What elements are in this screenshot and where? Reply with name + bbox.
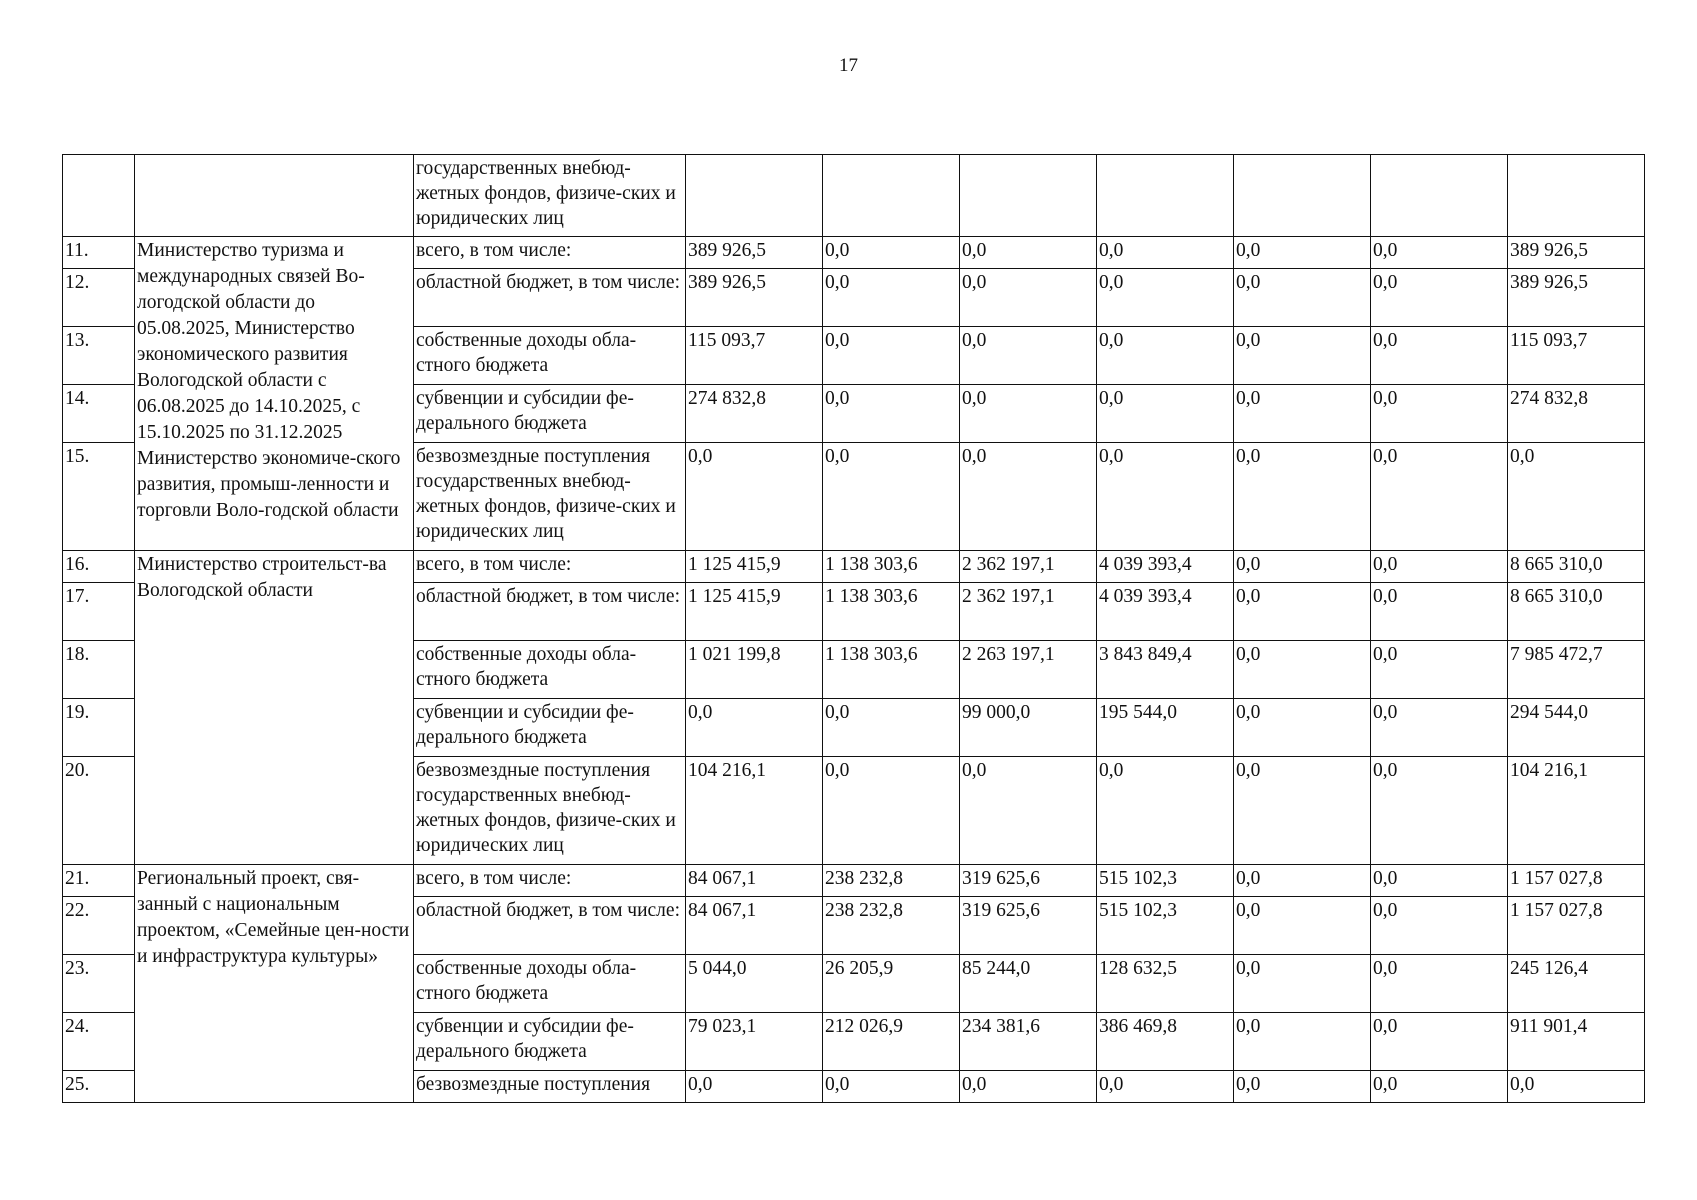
value-cell: 0,0 [1097, 385, 1234, 443]
table-row [63, 865, 1645, 897]
value-cell: 389 926,5 [1508, 237, 1645, 269]
value-cell: 212 026,9 [823, 1013, 960, 1071]
value-cell: 0,0 [823, 757, 960, 865]
source-cell: субвенции и субсидии фе-дерального бюджета [414, 385, 686, 443]
value-cell: 294 544,0 [1508, 699, 1645, 757]
value-cell: 0,0 [1234, 699, 1371, 757]
value-cell: 274 832,8 [1508, 385, 1645, 443]
source-cell: безвозмездные поступления государственных внебюд-жетных фондов, физиче-ских и юридических лиц [414, 757, 686, 865]
value-cell: 0,0 [1097, 1071, 1234, 1103]
value-cell: 104 216,1 [1508, 757, 1645, 865]
value-cell: 389 926,5 [686, 269, 823, 327]
source-cell: всего, в том числе: [414, 551, 686, 583]
value-cell: 0,0 [1371, 699, 1508, 757]
value-cell: 274 832,8 [686, 385, 823, 443]
value-cell [1371, 155, 1508, 237]
value-cell: 0,0 [1234, 551, 1371, 583]
row-number-cell: 14. [63, 385, 135, 443]
value-cell: 1 125 415,9 [686, 583, 823, 641]
value-cell: 0,0 [1234, 955, 1371, 1013]
table-row [63, 237, 1645, 269]
row-number-cell: 21. [63, 865, 135, 897]
value-cell: 0,0 [823, 443, 960, 551]
value-cell: 1 157 027,8 [1508, 897, 1645, 955]
value-cell: 389 926,5 [1508, 269, 1645, 327]
value-cell: 0,0 [1097, 327, 1234, 385]
value-cell: 0,0 [1234, 269, 1371, 327]
value-cell: 3 843 849,4 [1097, 641, 1234, 699]
value-cell: 0,0 [823, 327, 960, 385]
value-cell: 8 665 310,0 [1508, 583, 1645, 641]
source-cell: субвенции и субсидии фе-дерального бюджета [414, 699, 686, 757]
source-cell: собственные доходы обла-стного бюджета [414, 955, 686, 1013]
value-cell: 245 126,4 [1508, 955, 1645, 1013]
source-cell: собственные доходы обла-стного бюджета [414, 327, 686, 385]
value-cell [686, 155, 823, 237]
value-cell: 911 901,4 [1508, 1013, 1645, 1071]
value-cell: 0,0 [823, 1071, 960, 1103]
value-cell: 2 362 197,1 [960, 551, 1097, 583]
value-cell: 0,0 [1508, 443, 1645, 551]
source-cell: субвенции и субсидии фе-дерального бюджета [414, 1013, 686, 1071]
value-cell: 7 985 472,7 [1508, 641, 1645, 699]
value-cell: 5 044,0 [686, 955, 823, 1013]
value-cell: 195 544,0 [1097, 699, 1234, 757]
row-number-cell: 17. [63, 583, 135, 641]
value-cell: 0,0 [1371, 1013, 1508, 1071]
value-cell: 0,0 [1371, 443, 1508, 551]
value-cell: 515 102,3 [1097, 865, 1234, 897]
row-number-cell: 13. [63, 327, 135, 385]
value-cell: 0,0 [1371, 385, 1508, 443]
value-cell: 0,0 [1234, 865, 1371, 897]
row-number-cell: 22. [63, 897, 135, 955]
row-number-cell: 15. [63, 443, 135, 551]
value-cell: 0,0 [1234, 237, 1371, 269]
value-cell: 0,0 [1371, 237, 1508, 269]
row-number-cell: 23. [63, 955, 135, 1013]
value-cell: 0,0 [1234, 385, 1371, 443]
row-number-cell: 19. [63, 699, 135, 757]
value-cell: 0,0 [823, 699, 960, 757]
row-number-cell: 24. [63, 1013, 135, 1071]
row-number-cell: 12. [63, 269, 135, 327]
value-cell: 0,0 [1371, 551, 1508, 583]
value-cell: 1 021 199,8 [686, 641, 823, 699]
value-cell [1234, 155, 1371, 237]
org-cell: Региональный проект, свя-занный с национальным проектом, «Семейные цен-ности и инфраструктура культуры» [135, 865, 414, 1103]
org-cell: Министерство строительст-ва Вологодской области [135, 551, 414, 865]
value-cell: 0,0 [1371, 955, 1508, 1013]
value-cell: 115 093,7 [1508, 327, 1645, 385]
value-cell: 0,0 [686, 699, 823, 757]
value-cell: 238 232,8 [823, 865, 960, 897]
value-cell: 115 093,7 [686, 327, 823, 385]
value-cell: 0,0 [1371, 269, 1508, 327]
row-number-cell: 20. [63, 757, 135, 865]
row-number-cell: 18. [63, 641, 135, 699]
value-cell: 84 067,1 [686, 865, 823, 897]
table-row-carryover [63, 155, 1645, 237]
value-cell: 0,0 [1371, 865, 1508, 897]
value-cell: 389 926,5 [686, 237, 823, 269]
value-cell [1097, 155, 1234, 237]
org-cell [135, 155, 414, 237]
value-cell: 0,0 [1234, 897, 1371, 955]
value-cell: 0,0 [960, 237, 1097, 269]
value-cell: 0,0 [1097, 269, 1234, 327]
value-cell: 0,0 [1234, 641, 1371, 699]
value-cell: 0,0 [960, 385, 1097, 443]
value-cell: 0,0 [960, 269, 1097, 327]
source-cell: государственных внебюд-жетных фондов, физиче-ских и юридических лиц [414, 155, 686, 237]
value-cell: 0,0 [823, 385, 960, 443]
value-cell: 234 381,6 [960, 1013, 1097, 1071]
source-cell: всего, в том числе: [414, 237, 686, 269]
table-row [63, 551, 1645, 583]
source-cell: областной бюджет, в том числе: [414, 269, 686, 327]
value-cell: 319 625,6 [960, 865, 1097, 897]
value-cell: 79 023,1 [686, 1013, 823, 1071]
value-cell: 0,0 [1371, 641, 1508, 699]
value-cell: 0,0 [823, 237, 960, 269]
value-cell: 0,0 [823, 269, 960, 327]
source-cell: областной бюджет, в том числе: [414, 583, 686, 641]
value-cell: 0,0 [1234, 583, 1371, 641]
value-cell: 386 469,8 [1097, 1013, 1234, 1071]
value-cell: 2 362 197,1 [960, 583, 1097, 641]
value-cell: 0,0 [686, 443, 823, 551]
value-cell: 84 067,1 [686, 897, 823, 955]
value-cell: 128 632,5 [1097, 955, 1234, 1013]
value-cell: 0,0 [1234, 443, 1371, 551]
value-cell: 238 232,8 [823, 897, 960, 955]
budget-table [62, 154, 1645, 1103]
value-cell: 319 625,6 [960, 897, 1097, 955]
value-cell: 0,0 [686, 1071, 823, 1103]
value-cell: 4 039 393,4 [1097, 551, 1234, 583]
value-cell: 0,0 [1097, 757, 1234, 865]
value-cell: 4 039 393,4 [1097, 583, 1234, 641]
value-cell: 26 205,9 [823, 955, 960, 1013]
value-cell: 0,0 [1234, 327, 1371, 385]
source-cell: безвозмездные поступления государственных внебюд-жетных фондов, физиче-ских и юридических лиц [414, 443, 686, 551]
value-cell: 0,0 [1097, 443, 1234, 551]
value-cell: 0,0 [960, 1071, 1097, 1103]
value-cell: 0,0 [1234, 757, 1371, 865]
value-cell [960, 155, 1097, 237]
source-cell: безвозмездные поступления [414, 1071, 686, 1103]
value-cell: 0,0 [1371, 327, 1508, 385]
value-cell: 104 216,1 [686, 757, 823, 865]
row-number-cell: 25. [63, 1071, 135, 1103]
value-cell: 1 138 303,6 [823, 551, 960, 583]
value-cell [823, 155, 960, 237]
value-cell: 0,0 [960, 757, 1097, 865]
value-cell: 85 244,0 [960, 955, 1097, 1013]
value-cell: 8 665 310,0 [1508, 551, 1645, 583]
source-cell: областной бюджет, в том числе: [414, 897, 686, 955]
value-cell: 1 125 415,9 [686, 551, 823, 583]
value-cell: 0,0 [1097, 237, 1234, 269]
value-cell [1508, 155, 1645, 237]
value-cell: 2 263 197,1 [960, 641, 1097, 699]
value-cell: 1 138 303,6 [823, 583, 960, 641]
value-cell: 0,0 [960, 443, 1097, 551]
value-cell: 0,0 [1234, 1071, 1371, 1103]
source-cell: всего, в том числе: [414, 865, 686, 897]
value-cell: 0,0 [1371, 583, 1508, 641]
row-number-cell: 16. [63, 551, 135, 583]
org-cell: Министерство туризма и международных связей Во-логодской области до 05.08.2025, Министерство экономического развития Вологодской области с 06.08.2025 до 14.10.2025, с 15.10.2025 по 31.12.2025 Министерство экономиче-ского развития, промыш-ленности и торговли Воло-годской области [135, 237, 414, 551]
row-number-cell: 11. [63, 237, 135, 269]
value-cell: 1 138 303,6 [823, 641, 960, 699]
value-cell: 0,0 [1371, 757, 1508, 865]
page-number: 17 [839, 55, 858, 76]
value-cell: 0,0 [960, 327, 1097, 385]
value-cell: 0,0 [1234, 1013, 1371, 1071]
value-cell: 0,0 [1508, 1071, 1645, 1103]
value-cell: 0,0 [1371, 1071, 1508, 1103]
value-cell: 515 102,3 [1097, 897, 1234, 955]
row-number-cell [63, 155, 135, 237]
source-cell: собственные доходы обла-стного бюджета [414, 641, 686, 699]
value-cell: 0,0 [1371, 897, 1508, 955]
value-cell: 1 157 027,8 [1508, 865, 1645, 897]
value-cell: 99 000,0 [960, 699, 1097, 757]
